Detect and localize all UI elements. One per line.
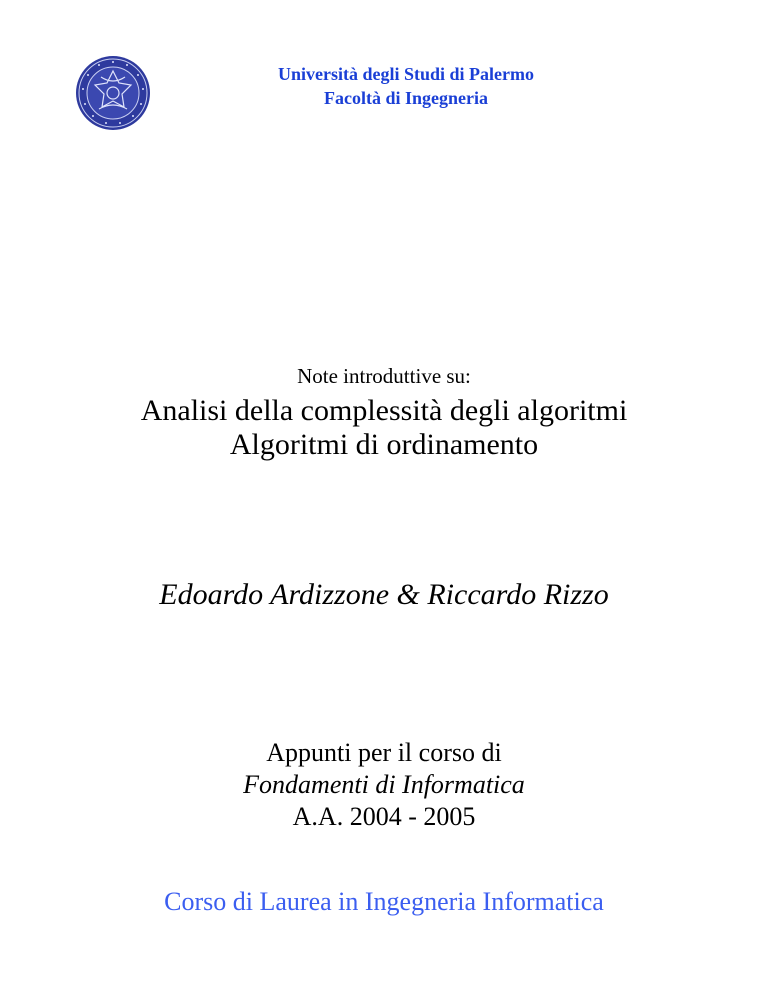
university-name: Università degli Studi di Palermo xyxy=(278,64,534,84)
course-name: Fondamenti di Informatica xyxy=(243,770,525,799)
degree-program: Corso di Laurea in Ingegneria Informatica xyxy=(164,887,604,916)
intro-label: Note introduttive su: xyxy=(297,364,471,388)
document-title-line-1: Analisi della complessità degli algoritmi xyxy=(140,394,628,427)
document-title-line-2: Algoritmi di ordinamento xyxy=(229,428,539,461)
faculty-name: Facoltà di Ingegneria xyxy=(324,88,488,108)
course-notes-label: Appunti per il corso di xyxy=(266,738,502,767)
authors: Edoardo Ardizzone & Riccardo Rizzo xyxy=(159,578,609,611)
academic-year: A.A. 2004 - 2005 xyxy=(292,802,476,831)
